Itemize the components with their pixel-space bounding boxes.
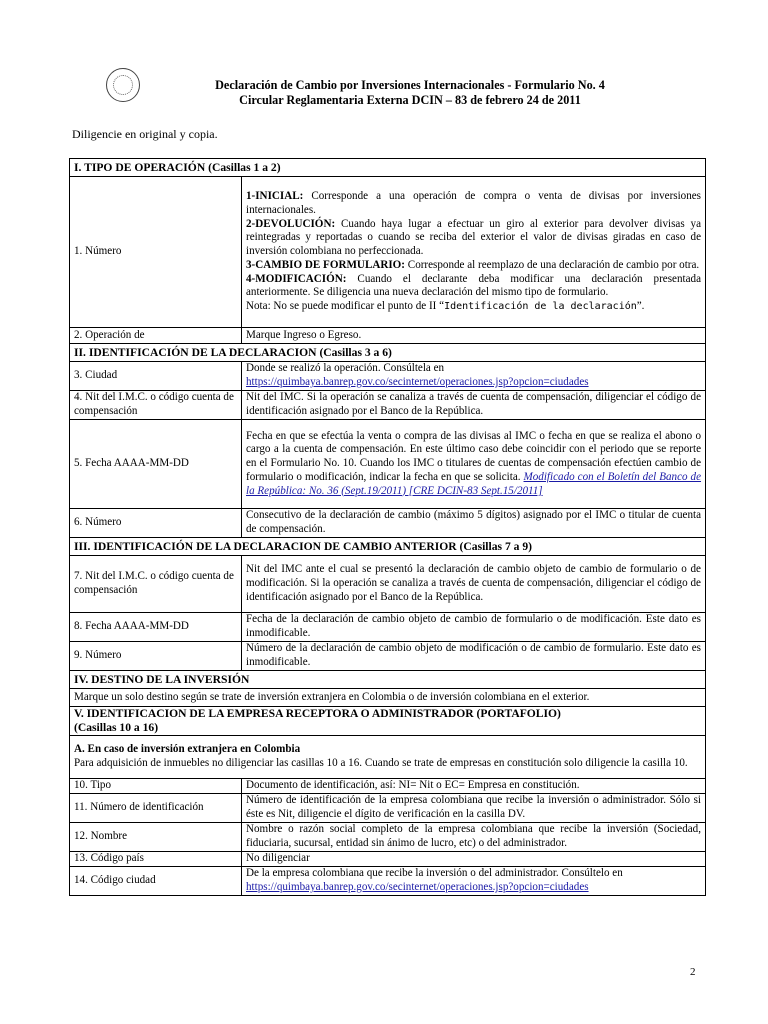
row-casilla-3 — [70, 362, 706, 391]
casilla-5-label: 5. Fecha AAAA-MM-DD — [70, 420, 242, 509]
row-casilla-4 — [70, 391, 706, 420]
section-5a-block: A. En caso de inversión extranjera en Colombia Para adquisición de inmuebles no diligenciar las casillas 10 a 16. Cuando se trate de empresas en constitución solo diligencie la casilla 10. — [70, 736, 706, 779]
casilla-7-description: Nit del IMC ante el cual se presentó la declaración de cambio objeto de cambio de formulario o de modificación. Si la operación se canaliza a través de cuenta de compensación, diligenciar el código de identificación asignado por el Banco de la República. — [242, 556, 706, 613]
intro-text: Diligencie en original y copia. — [72, 127, 218, 141]
casilla-4-description: Nit del IMC. Si la operación se canaliza a través de cuenta de compensación, diligenciar el código de identificación asignado por el Banco de la República. — [242, 391, 706, 420]
casilla-14-label: 14. Código ciudad — [70, 867, 242, 896]
row-casilla-13 — [70, 852, 706, 867]
row-casilla-9 — [70, 642, 706, 671]
row-casilla-1 — [70, 177, 706, 328]
row-casilla-7 — [70, 556, 706, 613]
section-2-title: II. IDENTIFICACIÓN DE LA DECLARACION (Casillas 3 a 6) — [70, 344, 706, 362]
casilla-14-description: De la empresa colombiana que recibe la inversión o del administrador. Consúltelo en https://quimbaya.banrep.gov.co/secinternet/operaciones.jsp?opcion=ciudades — [242, 867, 706, 896]
casilla-2-description: Marque Ingreso o Egreso. — [242, 328, 706, 344]
casilla-9-description: Número de la declaración de cambio objeto de modificación o de cambio de formulario. Este dato es inmodificable. — [242, 642, 706, 671]
document-title: Declaración de Cambio por Inversiones Internacionales - Formulario No. 4 — [215, 78, 605, 92]
section-4-text: Marque un solo destino según se trate de inversión extranjera en Colombia o de inversión colombiana en el exterior. — [70, 689, 706, 707]
row-casilla-2 — [70, 328, 706, 344]
casilla-4-label: 4. Nit del I.M.C. o código cuenta de compensación — [70, 391, 242, 420]
document-subtitle: Circular Reglamentaria Externa DCIN – 83 de febrero 24 de 2011 — [239, 93, 581, 107]
row-casilla-5 — [70, 420, 706, 509]
casilla-11-description: Número de identificación de la empresa colombiana que recibe la inversión o administrador. Sólo si éste es Nit, diligencie el dígito de verificación en la casilla DV. — [242, 794, 706, 823]
section-1-title: I. TIPO DE OPERACIÓN (Casillas 1 a 2) — [70, 159, 706, 177]
casilla-13-label: 13. Código país — [70, 852, 242, 867]
casilla-6-label: 6. Número — [70, 509, 242, 538]
section-5-title: V. IDENTIFICACION DE LA EMPRESA RECEPTORA O ADMINISTRADOR (PORTAFOLIO) (Casillas 10 a 16) — [70, 707, 706, 736]
page-number: 2 — [690, 966, 696, 978]
row-casilla-11 — [70, 794, 706, 823]
casilla-5-description: Fecha en que se efectúa la venta o compra de las divisas al IMC o fecha en que se realiza el abono o cargo a la cuenta de compensación. En este último caso debe coincidir con el periodo que se reporte en el Formulario No. 10. Cuando los IMC o titulares de cuentas de compensación efectúen cambio de formulario o modificación, indicar la fecha en que se solicita. Modificado con el Boletín del Banco de la República: No. 36 (Sept.19/2011) [CRE DCIN-83 Sept.15/2011] — [242, 420, 706, 509]
casilla-13-description: No diligenciar — [242, 852, 706, 867]
casilla-8-description: Fecha de la declaración de cambio objeto de cambio de formulario o de modificación. Este dato es inmodificable. — [242, 613, 706, 642]
casilla-3-description: Donde se realizó la operación. Consúltela en https://quimbaya.banrep.gov.co/secinternet/operaciones.jsp?opcion=ciudades — [242, 362, 706, 391]
casilla-3-label: 3. Ciudad — [70, 362, 242, 391]
casilla-6-description: Consecutivo de la declaración de cambio (máximo 5 dígitos) asignado por el IMC o titular de cuenta de compensación. — [242, 509, 706, 538]
casilla-10-label: 10. Tipo — [70, 779, 242, 794]
casilla-11-label: 11. Número de identificación — [70, 794, 242, 823]
section-4-title: IV. DESTINO DE LA INVERSIÓN — [70, 671, 706, 689]
casilla-10-description: Documento de identificación, así: NI= Nit o EC= Empresa en constitución. — [242, 779, 706, 794]
casilla-1-label: 1. Número — [70, 177, 242, 328]
banco-republica-seal-icon — [106, 68, 140, 102]
casilla-8-label: 8. Fecha AAAA-MM-DD — [70, 613, 242, 642]
casilla-12-label: 12. Nombre — [70, 823, 242, 852]
ciudades-link-2[interactable]: https://quimbaya.banrep.gov.co/secinternet/operaciones.jsp?opcion=ciudades — [246, 881, 589, 893]
row-casilla-6 — [70, 509, 706, 538]
casilla-7-label: 7. Nit del I.M.C. o código cuenta de compensación — [70, 556, 242, 613]
casilla-2-label: 2. Operación de — [70, 328, 242, 344]
row-casilla-12 — [70, 823, 706, 852]
row-casilla-8 — [70, 613, 706, 642]
instructions-table — [69, 158, 706, 896]
casilla-12-description: Nombre o razón social completo de la empresa colombiana que recibe la inversión (Sociedad, fiduciaria, sucursal, entidad sin ánimo de lucro, etc) o del administrador. — [242, 823, 706, 852]
modification-note-link[interactable]: Modificado con el Boletín del Banco de la República: No. 36 (Sept.19/2011) [CRE DCIN-83 Sept.15/2011] — [246, 470, 702, 497]
section-3-title: III. IDENTIFICACIÓN DE LA DECLARACION DE CAMBIO ANTERIOR (Casillas 7 a 9) — [70, 538, 706, 556]
row-casilla-14 — [70, 867, 706, 896]
casilla-9-label: 9. Número — [70, 642, 242, 671]
row-casilla-10 — [70, 779, 706, 794]
casilla-1-description: 1-INICIAL: Corresponde a una operación de compra o venta de divisas por inversiones internacionales. 2-DEVOLUCIÓN: Cuando haya lugar a efectuar un giro al exterior para devolver divisas ya reintegradas y reportadas o cuando se reciba del exterior el valor de divisas giradas en caso de inversión colombiana no perfeccionada. 3-CAMBIO DE FORMULARIO: Corresponde al reemplazo de una declaración de cambio por otra. 4-MODIFICACIÓN: Cuando el declarante deba modificar una declaración presentada anteriormente. Se diligencia una nueva declaración del mismo tipo de formulario. Nota: No se puede modificar el punto de II “Identificación de la declaración”. — [242, 177, 706, 328]
ciudades-link[interactable]: https://quimbaya.banrep.gov.co/secinternet/operaciones.jsp?opcion=ciudades — [246, 376, 589, 388]
